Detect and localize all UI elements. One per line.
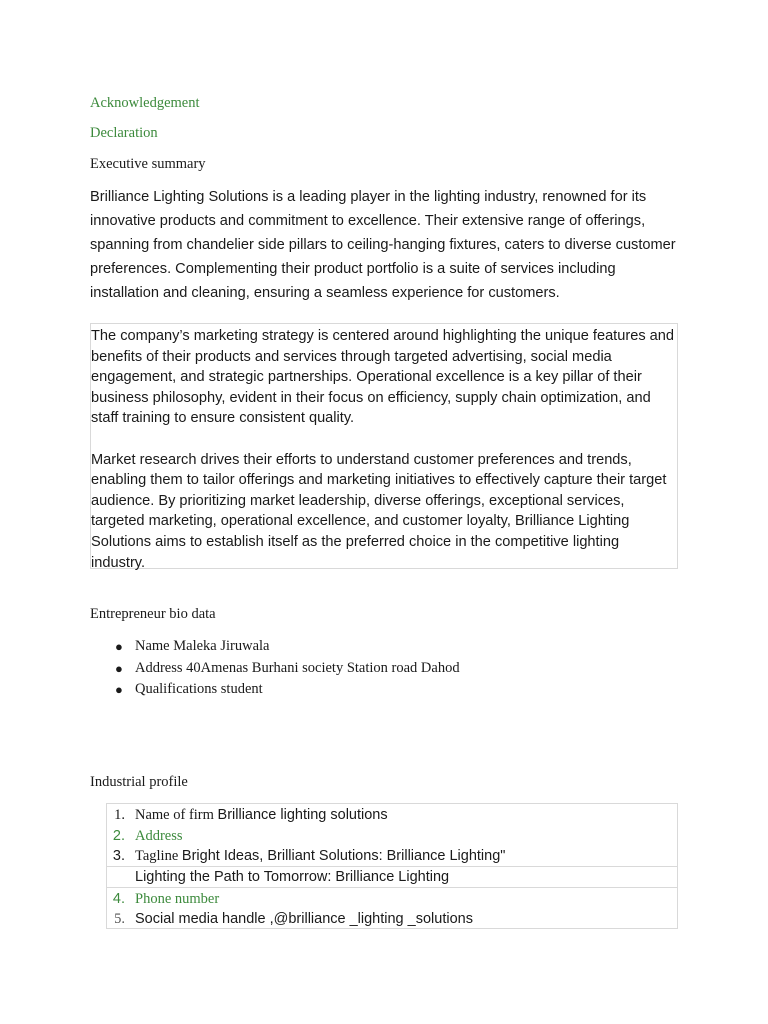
strategy-text-box: [90, 323, 678, 569]
list-item: [90, 679, 460, 701]
bio-qualifications: Qualifications student: [135, 681, 263, 697]
item-number: 3.: [112, 848, 125, 864]
item-number: 2.: [112, 828, 125, 844]
social-media-handle: Social media handle ,@brilliance _lighting _solutions: [135, 911, 473, 927]
list-item: [107, 826, 677, 847]
heading-executive-summary: Executive summary: [90, 156, 206, 172]
bullet-icon: ●: [115, 660, 123, 676]
tagline-value: Bright Ideas, Brilliant Solutions: Brilliance Lighting": [181, 848, 506, 864]
heading-entrepreneur-bio: Entrepreneur bio data: [90, 606, 216, 622]
market-research-paragraph: Market research drives their efforts to understand customer preferences and trends, enabling them to tailor offerings and marketing initiatives to effectively capture their target audience. By prioritizing market leadership, diverse offerings, exceptional services, targeted marketing, operational excellence, and customer loyalty, Brilliance Lighting Solutions aims to establish itself as the preferred choice in the competitive lighting industry.: [91, 451, 667, 571]
heading-acknowledgement: Acknowledgement: [90, 95, 200, 111]
summary-paragraph: Brilliance Lighting Solutions is a leading player in the lighting industry, renowned for its innovative products and commitment to excellence. Their extensive range of offerings, spanning from chandelier side pillars to ceiling-hanging fixtures, caters to diverse customer preferences. Complementing their product portfolio is a suite of services including installation and cleaning, ensuring a seamless experience for customers.: [90, 189, 676, 301]
bio-name: Name Maleka Jiruwala: [135, 638, 270, 654]
bio-address: Address 40Amenas Burhani society Station road Dahod: [135, 659, 460, 676]
strategy-paragraph: The company’s marketing strategy is centered around highlighting the unique features and benefits of their products and services through targeted advertising, social media engagement, and strategic partnerships. Operational excellence is a key pillar of their business philosophy, evident in their focus on efficiency, supply chain optimization, and staff training to ensure consistent quality.: [91, 328, 675, 427]
list-item: [90, 636, 460, 658]
executive-summary-text: [90, 185, 680, 305]
heading-industrial-profile: Industrial profile: [90, 774, 188, 790]
firm-name-label: Name of firm: [135, 807, 218, 823]
bullet-icon: ●: [115, 639, 123, 654]
list-item: [107, 909, 677, 930]
tagline-line-2: Lighting the Path to Tomorrow: Brilliance Lighting: [135, 869, 450, 885]
address-label: Address: [135, 828, 183, 844]
phone-number-label: Phone number: [135, 891, 220, 907]
heading-declaration: Declaration: [90, 125, 158, 141]
bullet-icon: ●: [115, 682, 123, 697]
list-item: [107, 867, 677, 888]
item-number: 1.: [114, 807, 125, 823]
firm-name-value: Brilliance lighting solutions: [217, 807, 388, 823]
list-item: [107, 846, 677, 867]
tagline-label: Tagline: [135, 848, 182, 864]
list-item: [107, 805, 677, 826]
bio-list: [90, 636, 460, 701]
list-item: [107, 889, 677, 910]
list-item: [90, 658, 460, 680]
item-number: 5.: [114, 911, 125, 927]
item-number: 4.: [112, 891, 125, 907]
